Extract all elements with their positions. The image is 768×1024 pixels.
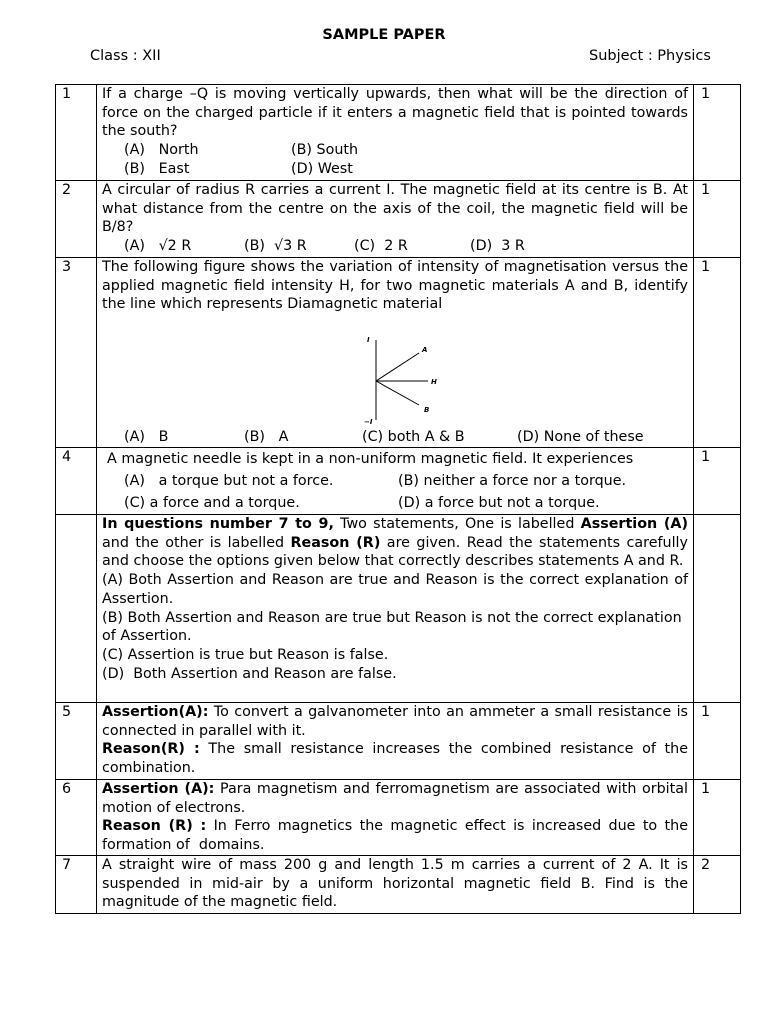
question-row-2 xyxy=(56,181,741,258)
options xyxy=(102,141,688,178)
question-body xyxy=(97,181,694,258)
option-a: (A) North xyxy=(124,142,199,159)
marks: 2 xyxy=(694,856,741,914)
line-b xyxy=(376,381,419,405)
question-text: A magnetic needle is kept in a non-uniform magnetic field. It experiences xyxy=(107,451,634,467)
paper-title: SAMPLE PAPER xyxy=(322,27,446,43)
option-c: (C) both A & B xyxy=(362,429,465,446)
option-b: (B) A xyxy=(244,429,289,446)
marks: 1 xyxy=(694,181,741,258)
option-d: (D) a force but not a torque. xyxy=(398,495,600,511)
option-a: (A) B xyxy=(124,429,169,446)
label-b: B xyxy=(424,406,430,415)
magnetisation-figure xyxy=(364,334,454,426)
reason-text: Reason(R) : The small resistance increases the combined resistance of the combination. xyxy=(102,741,688,777)
assertion-text: Assertion(A): To convert a galvanometer into an ammeter a small resistance is connected in parallel with it. xyxy=(102,704,688,739)
question-number: 6 xyxy=(56,780,97,856)
assertion-text: Assertion (A): Para magnetism and ferromagnetism are associated with orbital motion of electrons. xyxy=(102,781,688,816)
marks: 1 xyxy=(694,85,741,181)
question-row-6 xyxy=(56,780,741,856)
question-number: 2 xyxy=(56,181,97,258)
option-c: (B) East xyxy=(124,160,190,177)
question-row-1 xyxy=(56,85,741,181)
options xyxy=(102,470,688,514)
marks: 1 xyxy=(694,448,741,515)
question-body xyxy=(97,448,694,515)
label-h: H xyxy=(431,378,437,387)
instruction-option-b: (B) Both Assertion and Reason are true but Reason is not the correct explanation xyxy=(102,609,682,626)
question-number: 5 xyxy=(56,703,97,780)
option-a: (A) a torque but not a force. xyxy=(124,473,334,489)
question-row-7 xyxy=(56,856,741,914)
axis-label-i: I xyxy=(367,336,370,345)
marks: 1 xyxy=(694,258,741,448)
reason-text: Reason (R) : In Ferro magnetics the magnetic effect is increased due to the formation of domains. xyxy=(102,818,688,854)
instructions-row xyxy=(56,515,741,703)
question-body xyxy=(97,258,694,448)
question-number: 3 xyxy=(56,258,97,448)
instruction-option-a: (A) Both Assertion and Reason are true and Reason is the correct explanation of Assertion. xyxy=(102,572,688,607)
option-c: (C) a force and a torque. xyxy=(124,495,300,511)
option-b: (B) South xyxy=(291,142,359,159)
question-text: A circular of radius R carries a current I. The magnetic field at its centre is B. At what distance from the centre on the axis of the coil, the magnetic field will be B/8? xyxy=(102,182,688,236)
marks: 1 xyxy=(694,703,741,780)
axis-label-minus-i: −I xyxy=(364,418,373,427)
question-text: A straight wire of mass 200 g and length 1.5 m carries a current of 2 A. It is suspended in mid-air by a uniform horizontal magnetic field B. Find is the magnitude of the magnetic field. xyxy=(102,857,688,911)
question-body xyxy=(97,856,694,914)
instruction-option-c: (C) Assertion is true but Reason is false. xyxy=(102,646,389,663)
question-number: 7 xyxy=(56,856,97,914)
option-d: (D) 3 R xyxy=(470,238,525,255)
instructions-intro: In questions number 7 to 9, Two statements, One is labelled Assertion (A) and the other is labelled Reason (R) are given. Read the statements carefully and choose the options given below that correctly describes statements A and R. xyxy=(102,516,688,570)
question-row-3 xyxy=(56,258,741,448)
question-row-4 xyxy=(56,448,741,515)
question-number: 1 xyxy=(56,85,97,181)
question-row-5 xyxy=(56,703,741,780)
label-a: A xyxy=(422,346,428,355)
option-a: (A) √2 R xyxy=(124,238,192,255)
line-a xyxy=(376,353,419,381)
question-number: 4 xyxy=(56,448,97,515)
option-b: (B) √3 R xyxy=(244,238,307,255)
options xyxy=(102,237,688,256)
option-d: (D) West xyxy=(291,160,353,177)
subject-label: Subject : Physics xyxy=(589,48,711,64)
question-body xyxy=(97,85,694,181)
question-body xyxy=(97,780,694,856)
instruction-option-d: (D) Both Assertion and Reason are false. xyxy=(102,665,397,682)
option-b: (B) neither a force nor a torque. xyxy=(398,473,627,489)
questions-table xyxy=(55,84,741,914)
question-body xyxy=(97,703,694,780)
option-c: (C) 2 R xyxy=(354,238,408,255)
question-text: If a charge –Q is moving vertically upwards, then what will be the direction of force on the charged particle if it enters a magnetic field that is pointed towards the south? xyxy=(102,86,688,140)
instructions xyxy=(97,515,694,703)
options xyxy=(102,428,688,447)
marks: 1 xyxy=(694,780,741,856)
question-text: The following figure shows the variation of intensity of magnetisation versus the applied magnetic field intensity H, for two magnetic materials A and B, identify the line which represents Diamagnetic material xyxy=(102,259,688,313)
option-d: (D) None of these xyxy=(517,429,644,446)
instruction-option-b-cont: of Assertion. xyxy=(102,628,192,645)
class-label: Class : XII xyxy=(90,48,161,64)
